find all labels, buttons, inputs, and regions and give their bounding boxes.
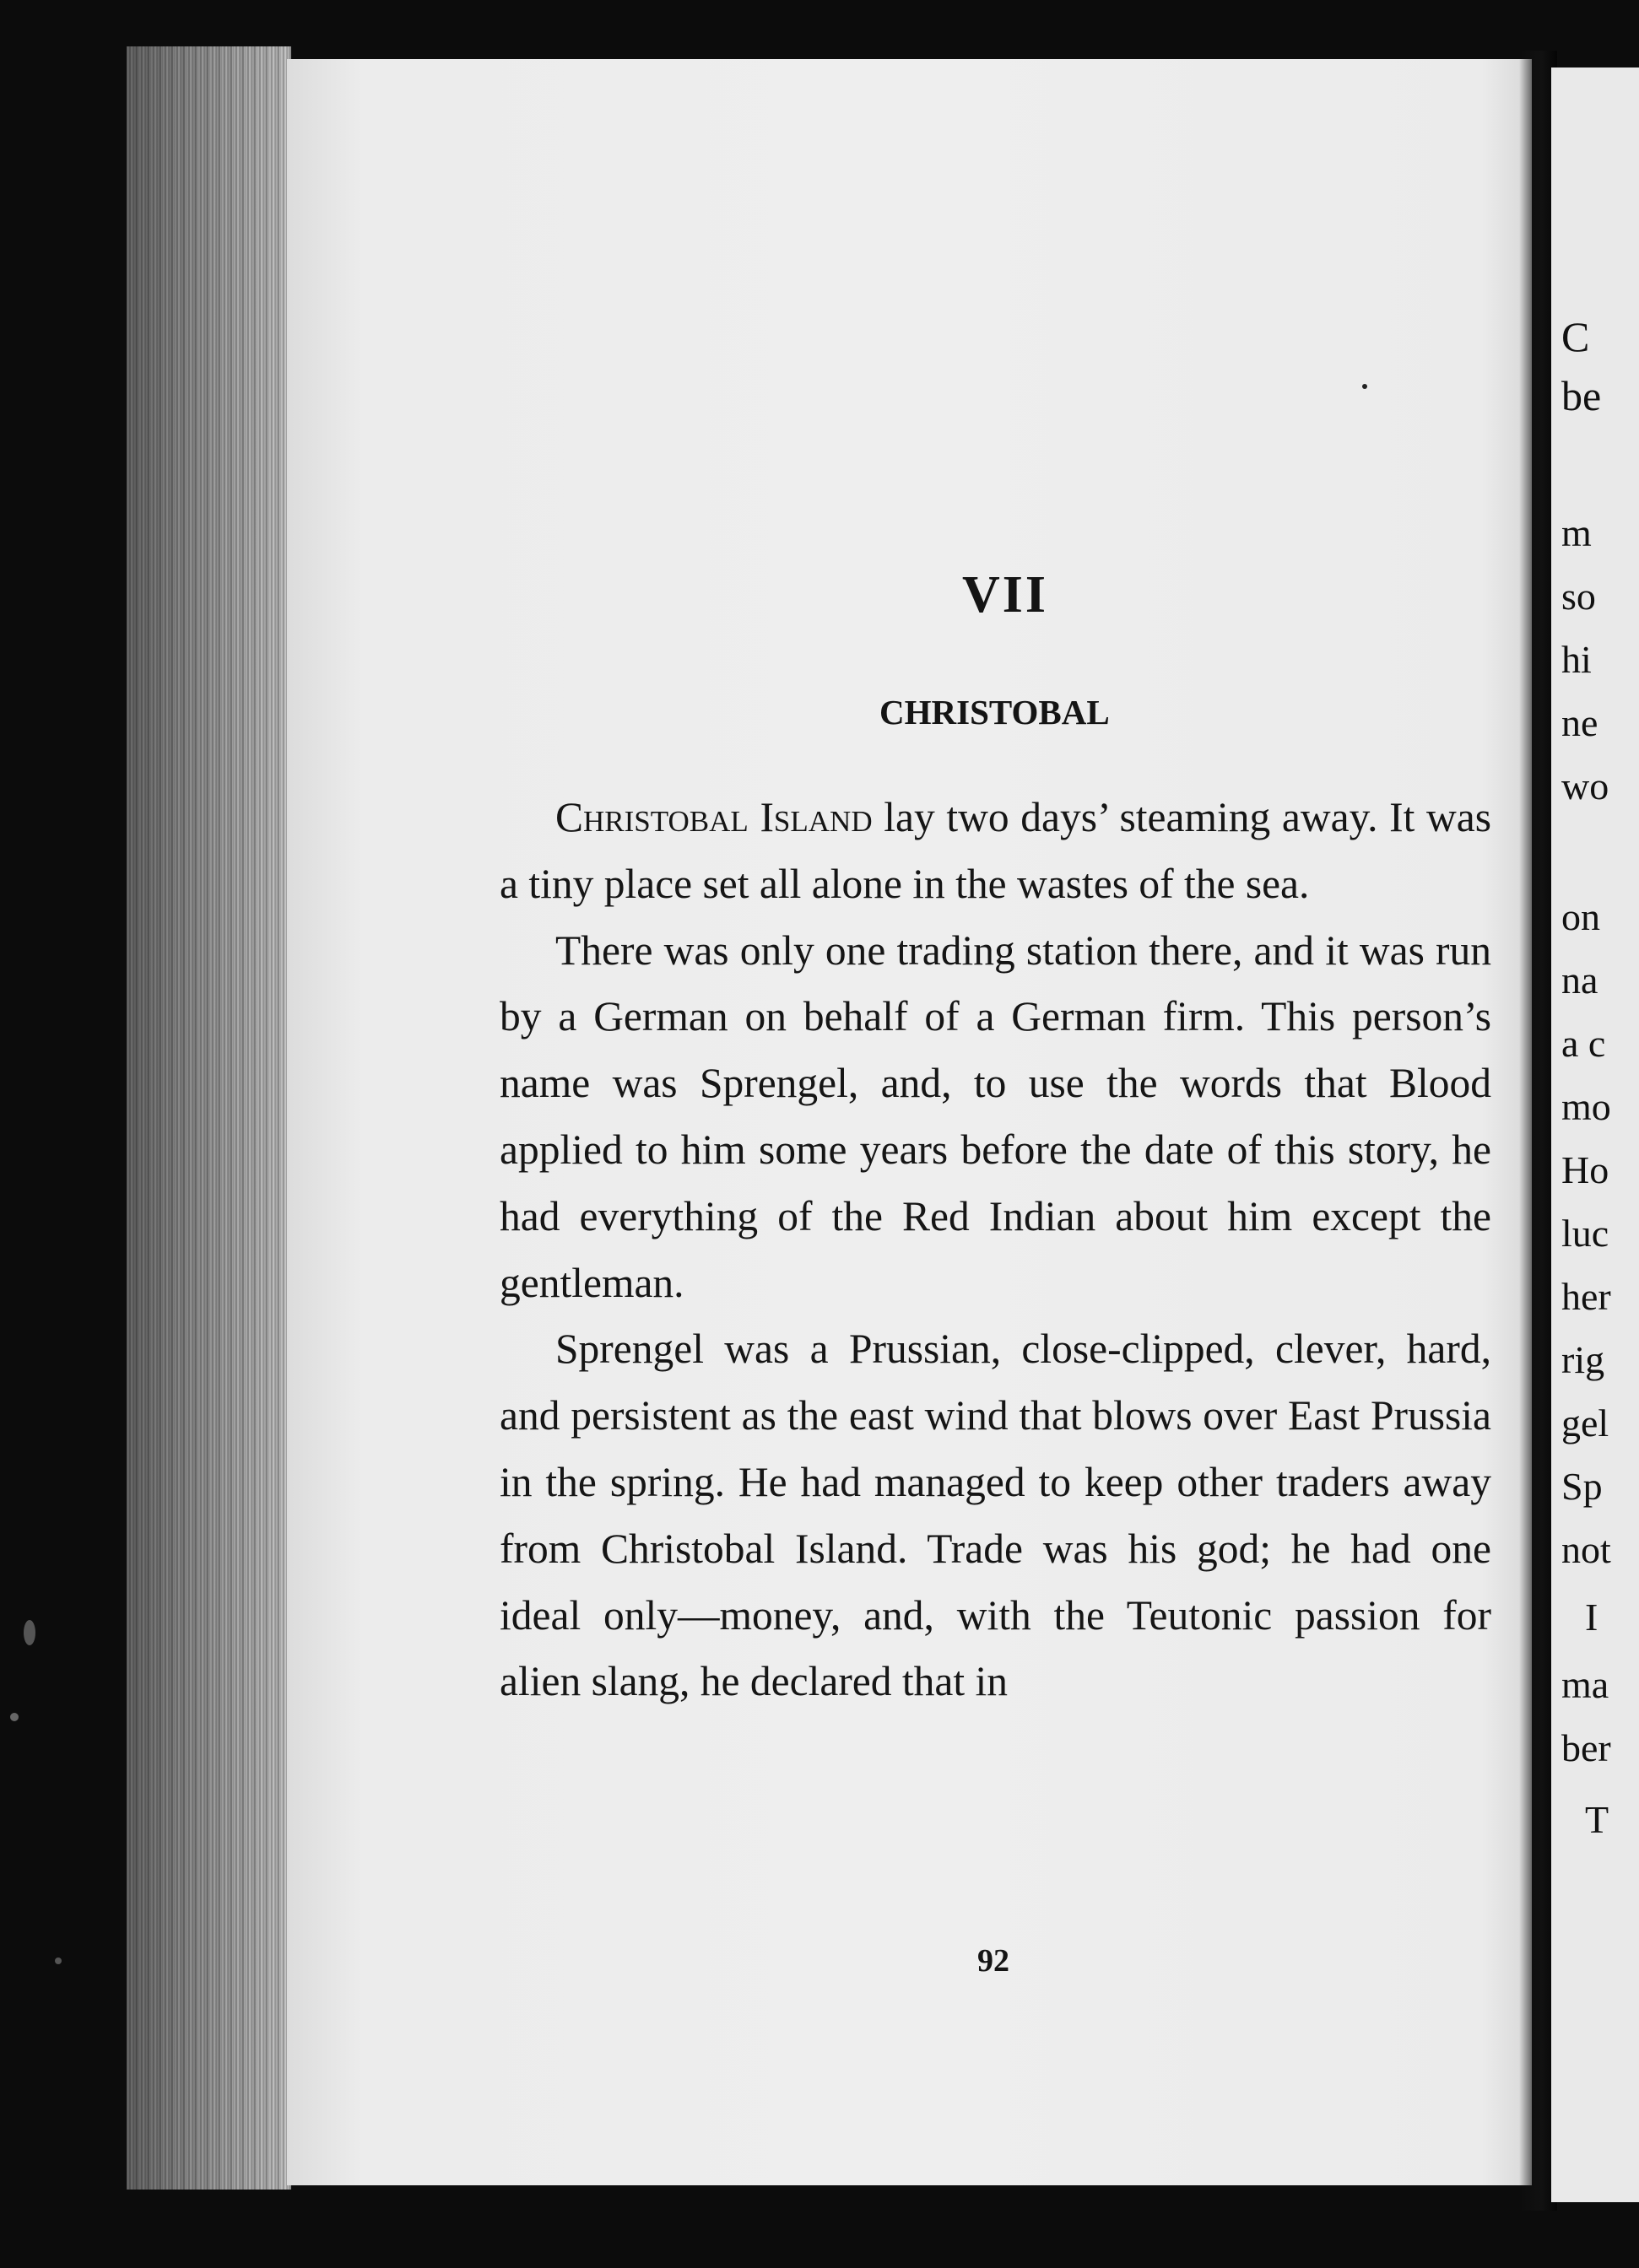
- page-edges: [127, 46, 291, 2190]
- facing-fragment: Sp: [1561, 1465, 1603, 1508]
- facing-fragment: luc: [1561, 1212, 1609, 1255]
- paragraph: There was only one trading station there, and it was run by a German on behalf of a German firm. This person’s name was Sprengel, and, to use the words that Blood applied to him some years before the date of this story, he had everything of the Red Indian about him except the gentleman.: [500, 926, 1491, 1306]
- chapter-title: CHRISTOBAL: [879, 693, 1110, 732]
- facing-fragment: be: [1561, 372, 1602, 419]
- facing-fragment: on: [1561, 895, 1600, 938]
- chapter-number: VII: [962, 566, 1049, 624]
- ink-speck: [1362, 384, 1367, 389]
- facing-fragment: a c: [1561, 1022, 1606, 1065]
- facing-fragment: hi: [1561, 638, 1592, 681]
- facing-page-edge: [1551, 68, 1639, 2202]
- facing-fragment: m: [1561, 511, 1592, 554]
- facing-fragment: ne: [1561, 701, 1598, 744]
- facing-fragment: T: [1585, 1798, 1609, 1841]
- facing-fragment: wo: [1561, 764, 1609, 807]
- paragraph: [500, 785, 1491, 918]
- facing-fragment: rig: [1561, 1338, 1605, 1381]
- chapter-body: [500, 785, 1491, 1715]
- facing-fragment: gel: [1561, 1401, 1609, 1444]
- facing-fragment: not: [1561, 1528, 1611, 1571]
- facing-fragment: I: [1585, 1596, 1598, 1639]
- scan-dust: [24, 1620, 35, 1645]
- scan-dust: [55, 1958, 62, 1964]
- facing-fragment: so: [1561, 575, 1596, 618]
- facing-fragment: Ho: [1561, 1148, 1609, 1191]
- facing-fragment: her: [1561, 1275, 1611, 1318]
- facing-fragment: ber: [1561, 1726, 1611, 1769]
- facing-fragment: mo: [1561, 1085, 1611, 1128]
- paragraph: Sprengel was a Prussian, close-clipped, clever, hard, and persistent as the east wind that blows over East Prussia in the spring. He had managed to keep other traders away from Christobal Island. Trade was his god; he had one ideal only—money, and, with the Teutonic passion for alien slang, he declared that in: [500, 1326, 1491, 1705]
- facing-fragment: ma: [1561, 1663, 1609, 1706]
- facing-fragment: C: [1561, 313, 1590, 360]
- page-number: 92: [977, 1943, 1009, 1979]
- paragraph-text: lay two days’ steaming away. It was a tiny place set all alone in the wastes of the sea.: [500, 794, 1492, 907]
- paragraph-lead: Christobal Island: [555, 794, 873, 840]
- facing-fragment: na: [1561, 958, 1598, 1002]
- scan-dust: [10, 1713, 19, 1721]
